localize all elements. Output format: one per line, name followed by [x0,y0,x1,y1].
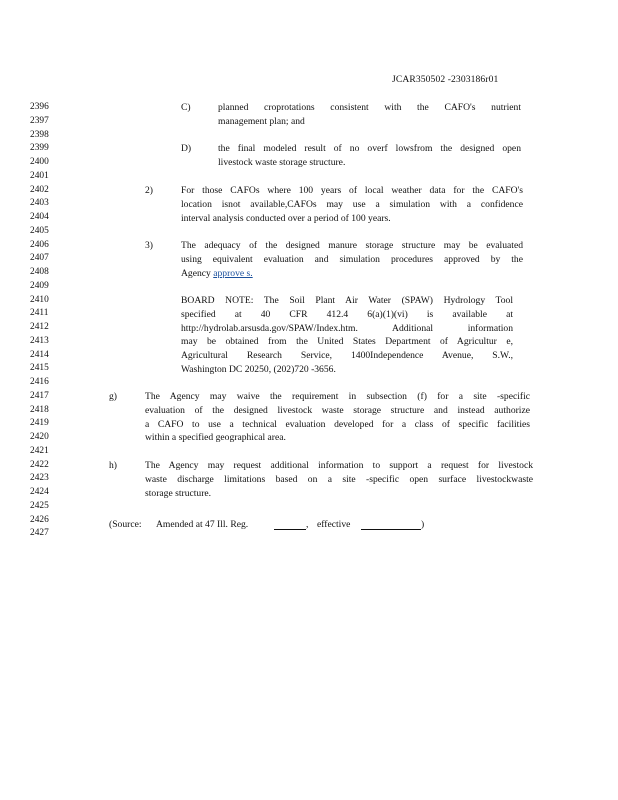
text-line: may be obtained from the United States Department of Agricultur e, [181,336,513,348]
item-label-2: 2) [145,185,153,196]
text-line: The Agency may request additional information to support a request for livestock [145,460,533,471]
item-h-text [145,459,533,500]
text-line: The adequacy of the designed manure storage structure may be evaluated [181,240,523,251]
text-line: livestock waste storage structure. [218,156,346,168]
register-blank [274,529,306,530]
line-number: 2425 [30,500,49,511]
text-line: waste discharge limitations based on a site -specific open surface livestockwaste [145,473,533,485]
line-number: 2414 [30,349,49,360]
effective-date-blank [361,529,421,530]
line-number: 2410 [30,294,49,305]
line-number: 2405 [30,225,49,236]
line-number: 2416 [30,377,49,387]
line-number: 2400 [30,157,49,167]
text-line: BOARD NOTE: The Soil Plant Air Water (SPAW) Hydrology Tool [181,295,513,306]
line-number: 2411 [30,308,49,319]
line-number: 2420 [30,432,49,442]
text-line: management plan; and [218,115,305,127]
line-number: 2396 [30,102,49,112]
line-number: 2421 [30,445,49,456]
inserted-text-link[interactable]: approve s. [213,267,253,279]
text-line: within a specified geographical area. [145,432,286,444]
line-number: 2404 [30,212,49,222]
text-line: a CAFO to use a technical evaluation developed for a class of specific facilities [145,418,530,430]
line-number: 2419 [30,418,49,429]
item-2-text [181,184,523,225]
line-number: 2418 [30,404,49,415]
text-line: http://hydrolab.arsusda.gov/SPAW/Index.htm. Additional information [181,322,513,334]
text-line: specified at 40 CFR 412.4 6(a)(1)(vi) is available at [181,308,513,320]
text-line: evaluation of the designed livestock waste storage structure and instead authorize [145,404,530,416]
line-number: 2427 [30,528,49,539]
line-number: 2399 [30,143,49,154]
line-number: 2423 [30,473,49,484]
text-line: For those CAFOs where 100 years of local weather data for the CAFO's [181,185,523,196]
item-d-text [218,142,521,170]
line-number: 2424 [30,487,49,497]
line-number: 2403 [30,198,49,209]
line-number: 2401 [30,170,49,181]
line-numbers [30,101,64,541]
text-line: using equivalent evaluation and simulation procedures approved by the [181,253,523,265]
source-effective: effective [317,519,351,530]
line-number: 2417 [30,390,49,401]
source-close: ) [421,519,425,530]
source-amended: Amended at 47 Ill. Reg. [156,519,249,530]
item-label-d: D) [181,143,192,154]
text-line: Washington DC 20250, (202)720 -3656. [181,363,336,375]
document-id: JCAR350502 -2303186r01 [392,74,499,85]
line-number: 2409 [30,280,49,291]
line-number: 2407 [30,253,49,264]
item-g-text [145,390,530,445]
board-note [181,294,513,377]
item-c-text [218,101,521,129]
text-line: Agricultural Research Service, 1400Independence Avenue, S.W., [181,350,513,361]
text-line: planned croprotations consistent with the CAFO's nutrient [218,102,521,113]
line-number: 2415 [30,363,49,374]
line-number: 2402 [30,184,49,195]
comma: , [306,519,309,530]
source-label: (Source: [109,519,142,530]
line-number: 2397 [30,115,49,126]
text-line: interval analysis conducted over a period of 100 years. [181,212,391,224]
text-fragment: Agency [181,267,211,279]
item-label-3: 3) [145,240,153,251]
line-number: 2422 [30,459,49,470]
item-label-g: g) [109,391,117,402]
line-number: 2426 [30,514,49,525]
item-3-text [181,239,523,280]
text-line: storage structure. [145,487,212,499]
text-line: the final modeled result of no overf lowsfrom the designed open [218,143,521,154]
line-number: 2408 [30,267,49,277]
text-line: The Agency may waive the requirement in subsection (f) for a site -specific [145,391,530,402]
line-number: 2412 [30,322,49,332]
line-number: 2413 [30,335,49,346]
line-number: 2398 [30,129,49,140]
item-label-h: h) [109,460,117,471]
item-label-c: C) [181,102,191,113]
line-number: 2406 [30,239,49,250]
text-line [181,267,523,281]
text-line: location isnot available,CAFOs may use a simulation with a confidence [181,198,523,210]
